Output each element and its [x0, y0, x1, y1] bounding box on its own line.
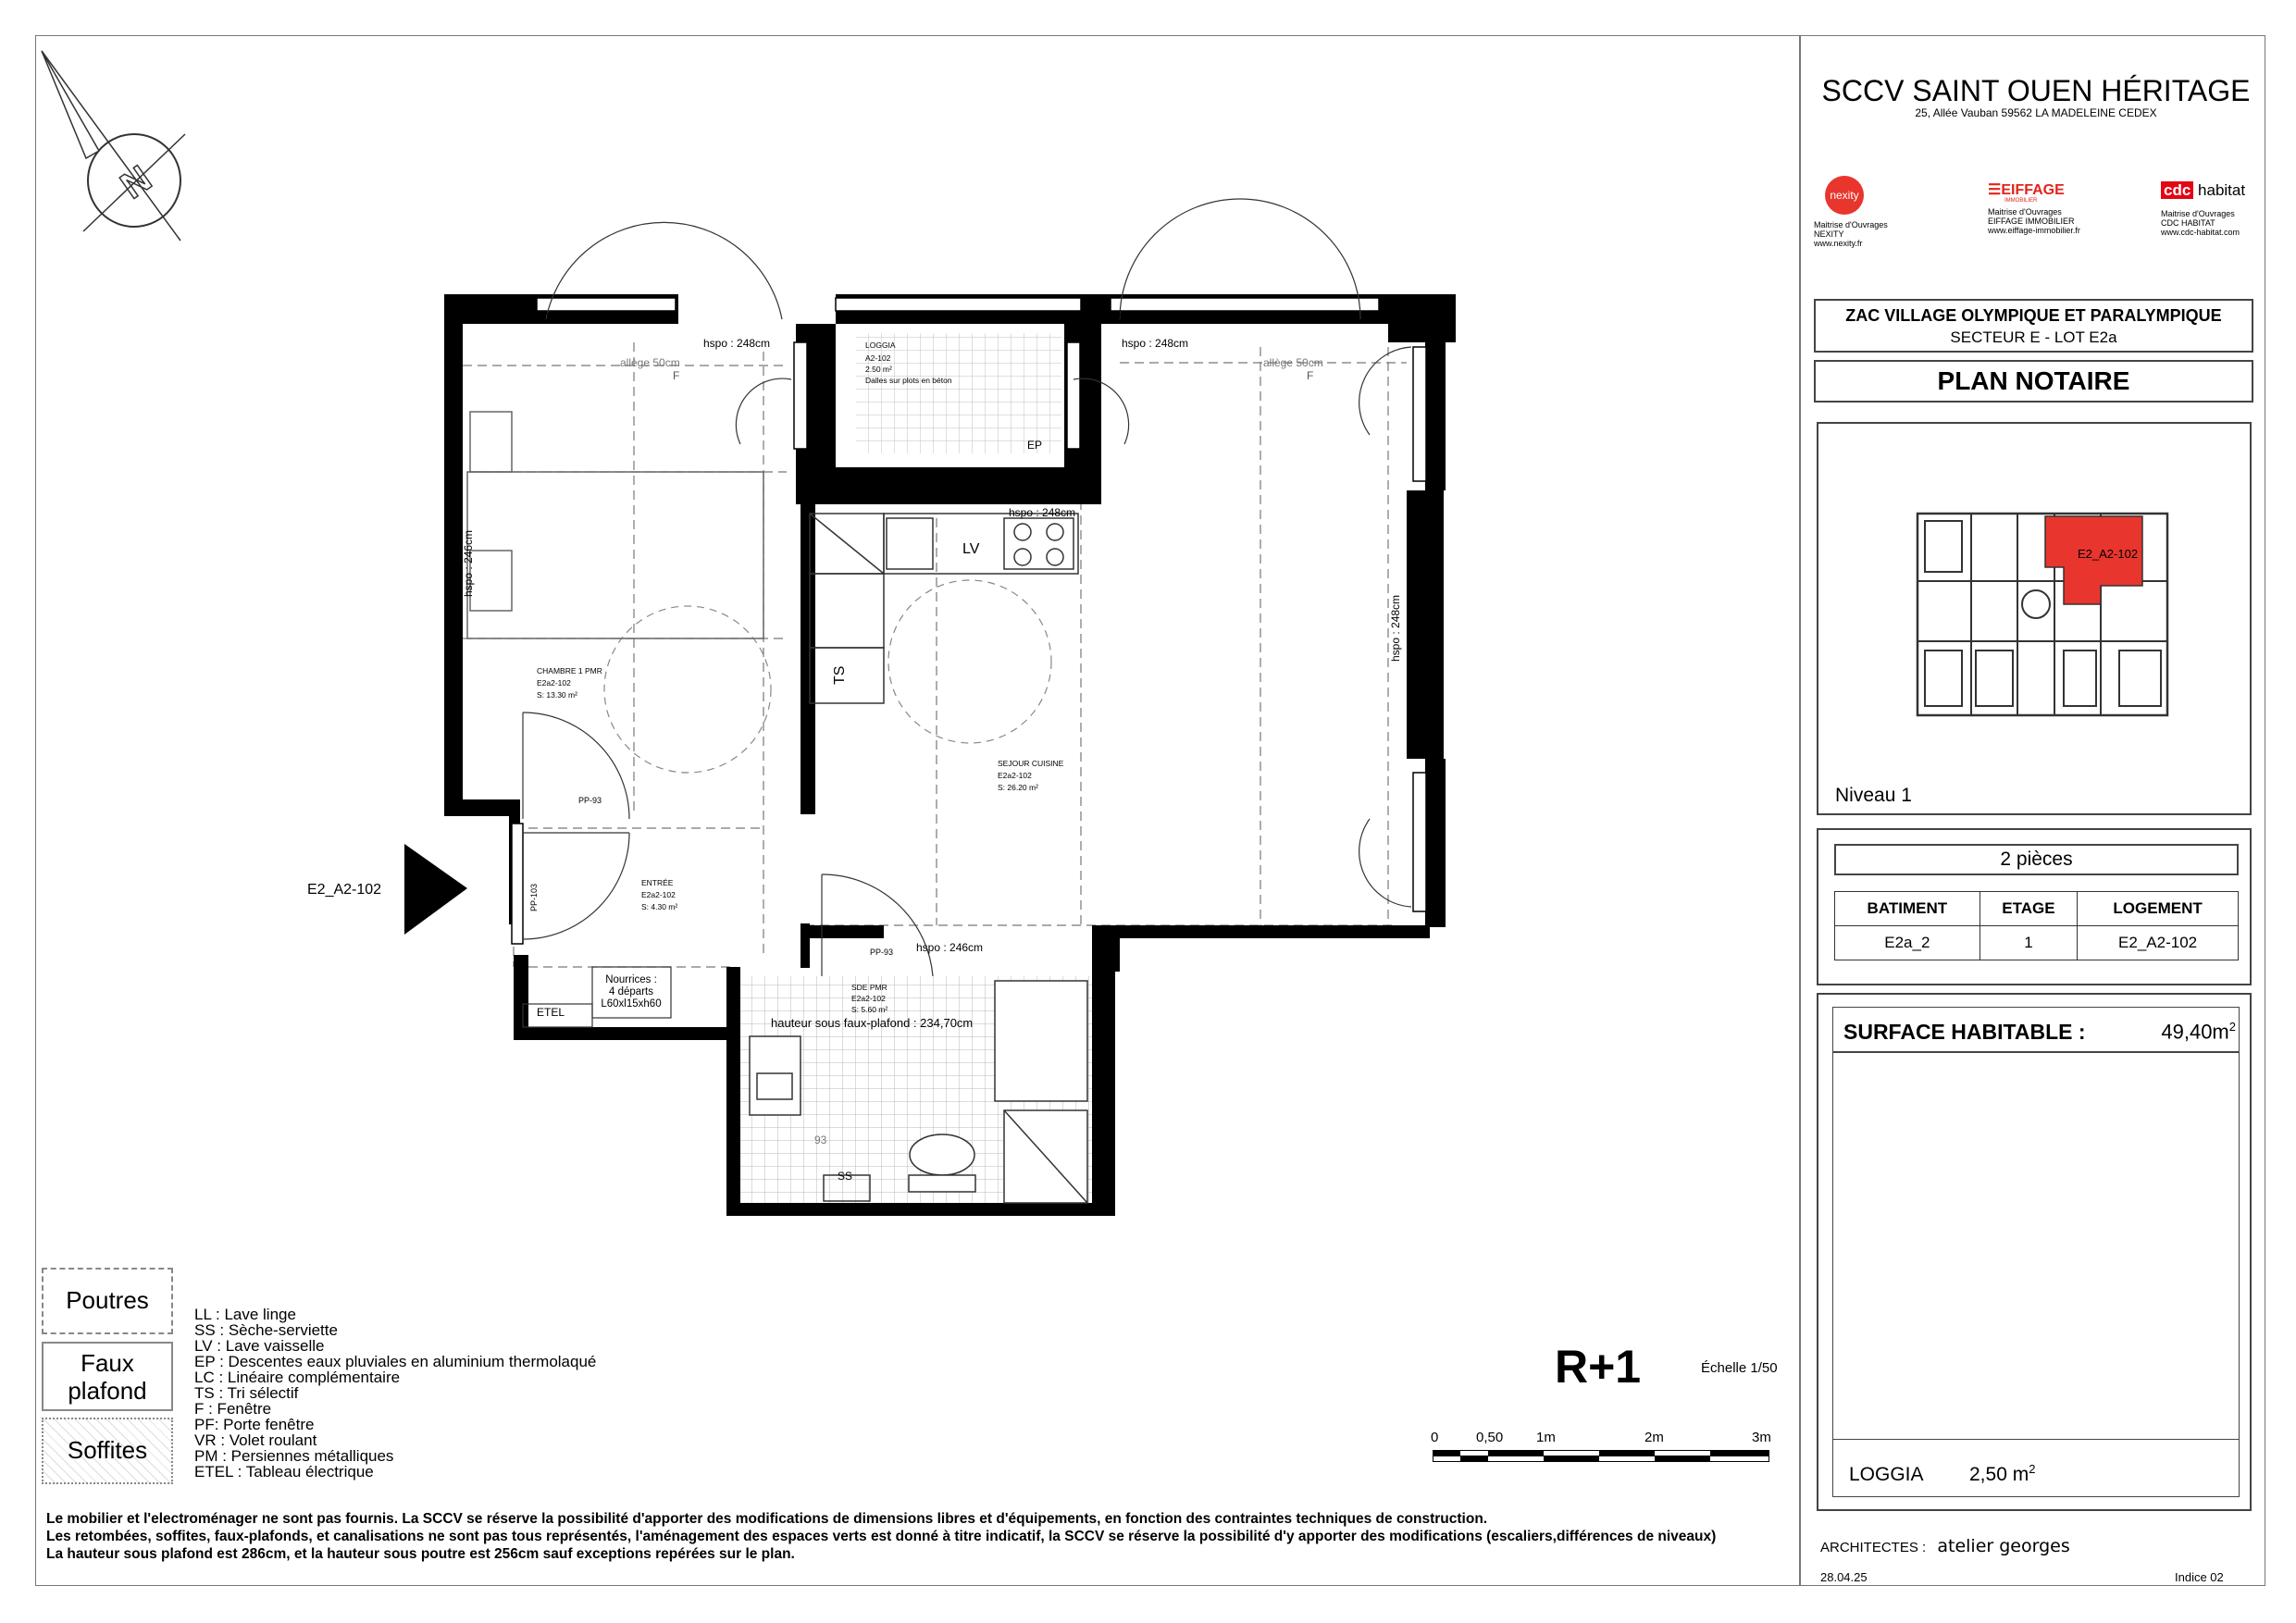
legend-item: F : Fenêtre: [194, 1400, 272, 1418]
company-address: 25, Allée Vauban 59562 LA MADELEINE CEDEX: [1915, 106, 2157, 119]
legend-item: LV : Lave vaisselle: [194, 1337, 325, 1355]
surface-value-wrap: [2161, 1020, 2236, 1044]
architects-name: atelier georges: [1937, 1536, 2070, 1556]
disclaimer-notes: [46, 1510, 1786, 1563]
shower-93-label: 93: [814, 1134, 827, 1146]
legend-item: SS : Sèche-serviette: [194, 1321, 338, 1339]
scale-label-1m: 1m: [1536, 1430, 1556, 1445]
chambre-text: [537, 666, 602, 700]
pp93-label-2: PP-93: [870, 948, 894, 957]
partner-eiffage: [1988, 183, 2136, 235]
unit-table: [1834, 891, 2239, 960]
partner-logos: [1809, 176, 2263, 250]
loggia-unit-sup: 2: [2029, 1462, 2036, 1476]
surface-header: [1832, 1007, 2240, 1053]
company-name: SCCV SAINT OUEN HÉRITAGE: [1821, 74, 2251, 107]
hspo-label-2: hspo : 248cm: [1122, 337, 1189, 350]
svg-text:LOGGIA: LOGGIA: [865, 341, 896, 350]
floor-level: R+1: [1555, 1341, 1642, 1393]
svg-text:E2a2-102: E2a2-102: [998, 771, 1032, 780]
note-1: Le mobilier et l'electroménager ne sont pas fournis. La SCCV se réserve la possibilité d'apporter des modifications de dimensions libres et d'équipements, en fonction des contraintes techniques de construction.: [46, 1511, 1488, 1527]
surface-box: [1817, 993, 2252, 1511]
pm-label-3: PM: [886, 478, 902, 491]
turning-circles: [604, 580, 1051, 773]
svg-text:SDE PMR: SDE PMR: [851, 983, 887, 992]
scale-bar: [1425, 1430, 1772, 1467]
loggia-value-wrap: [1969, 1462, 2035, 1486]
scale-label-2m: 2m: [1644, 1430, 1664, 1445]
legend-item: LC : Linéaire complémentaire: [194, 1369, 401, 1386]
ss-label: SS: [838, 1170, 853, 1183]
legend-item: EP : Descentes eaux pluviales en aluminium thermolaqué: [194, 1353, 597, 1370]
surface-inner: [1832, 1007, 2240, 1497]
svg-text:4 départs: 4 départs: [609, 986, 653, 997]
etel-label: ETEL: [537, 1006, 565, 1019]
keyplan-drawing: [1916, 512, 2170, 720]
allege-label-1: allège 50cm: [620, 356, 680, 369]
project-sector: SECTEUR E - LOT E2a: [1950, 328, 2117, 346]
svg-text:E2a2-102: E2a2-102: [537, 678, 571, 688]
lv-label: LV: [962, 541, 980, 557]
svg-text:Nourrices :: Nourrices :: [605, 974, 657, 985]
scale-bar-graphic: [1433, 1450, 1770, 1463]
pm-label-1: PM: [537, 308, 553, 321]
eiffage-logo-sub: IMMOBILIER: [2004, 198, 2038, 204]
scale-text: Échelle 1/50: [1701, 1360, 1778, 1376]
svg-text:S: 5.60 m²: S: 5.60 m²: [851, 1005, 888, 1014]
nexity-url: www.nexity.fr: [1814, 239, 1863, 248]
legend-item: ETEL : Tableau électrique: [194, 1463, 374, 1481]
sde-text: [851, 983, 887, 1014]
svg-text:A2-102: A2-102: [865, 353, 891, 363]
cdc-logo-icon: cdc habitat: [2161, 180, 2263, 202]
nexity-name: NEXITY: [1814, 229, 1844, 239]
eiffage-url: www.eiffage-immobilier.fr: [1988, 226, 2080, 235]
svg-text:SEJOUR CUISINE: SEJOUR CUISINE: [998, 759, 1064, 768]
cdc-role: Maitrise d'Ouvrages: [2161, 209, 2235, 218]
surface-label: SURFACE HABITABLE :: [1843, 1020, 2086, 1044]
architects-label: ARCHITECTES :: [1820, 1540, 1927, 1555]
hspo-label-4: hspo : 246cm: [916, 941, 984, 954]
sejour-text: [998, 759, 1064, 792]
eiffage-name: EIFFAGE IMMOBILIER: [1988, 217, 2075, 226]
loggia-value: 2,50 m: [1969, 1464, 2029, 1485]
svg-text:2.50 m²: 2.50 m²: [865, 365, 892, 374]
entrance-label: E2_A2-102: [307, 882, 382, 898]
legend-list: [194, 1307, 596, 1480]
svg-text:E2a2-102: E2a2-102: [851, 994, 886, 1003]
pp103-label: PP-103: [529, 883, 539, 911]
window-f-label-2: F: [1307, 369, 1314, 382]
eiffage-logo-icon: ☰EIFFAGE: [1988, 182, 2065, 198]
table-cell-logement: E2_A2-102: [2078, 926, 2239, 960]
keyplan-box: [1817, 422, 2252, 815]
table-header-batiment: BATIMENT: [1835, 892, 1980, 926]
table-cell-etage: 1: [1980, 926, 2078, 960]
legend-item: LL : Lave linge: [194, 1306, 296, 1323]
project-box: [1814, 299, 2253, 353]
note-2: Les retombées, soffites, faux-plafonds, et canalisations ne sont pas tous représentés, l'aménagement des espaces verts est donné à titre indicatif, la SCCV se réserve la possibilité d'y apporter des modifications (escaliers,différences de niveaux): [46, 1529, 1717, 1544]
faux-plafond-height-label: hauteur sous faux-plafond : 234,70cm: [771, 1016, 974, 1030]
keyplan-level: Niveau 1: [1835, 785, 1912, 806]
entree-text: [641, 878, 677, 911]
svg-text:E2a2-102: E2a2-102: [641, 890, 676, 899]
unit-box: [1817, 828, 2252, 985]
window-f-label-1: F: [673, 369, 680, 382]
plan-indice: Indice 02: [2175, 1570, 2224, 1584]
partner-cdc: [2161, 180, 2263, 237]
svg-text:S: 4.30 m²: S: 4.30 m²: [641, 902, 678, 911]
table-header-etage: ETAGE: [1980, 892, 2078, 926]
north-label: N: [113, 157, 159, 207]
nexity-role: Maitrise d'Ouvrages: [1814, 220, 1888, 229]
entrance-arrow-icon: [404, 844, 467, 935]
legend-item: PF: Porte fenêtre: [194, 1416, 315, 1433]
legend-soffites: Soffites: [42, 1418, 173, 1484]
scale-label-3m: 3m: [1752, 1430, 1771, 1445]
title-panel-separator: [1799, 35, 1801, 1586]
surface-unit-sup: 2: [2228, 1020, 2236, 1034]
legend-item: TS : Tri sélectif: [194, 1384, 299, 1402]
keyplan-unit-label: E2_A2-102: [2078, 547, 2139, 561]
pp93-label-1: PP-93: [578, 796, 602, 805]
loggia-row: [1832, 1439, 2240, 1498]
architects: [1820, 1536, 2070, 1556]
hspo-label-3: hspo : 248cm: [1009, 506, 1076, 519]
svg-text:CHAMBRE 1 PMR: CHAMBRE 1 PMR: [537, 666, 602, 675]
legend-item: PM : Persiennes métalliques: [194, 1447, 394, 1465]
table-cell-batiment: E2a_2: [1835, 926, 1980, 960]
table-header-logement: LOGEMENT: [2078, 892, 2239, 926]
loggia-label: LOGGIA: [1849, 1464, 1924, 1485]
note-3: La hauteur sous plafond est 286cm, et la hauteur sous poutre est 256cm sauf exceptions repérées sur le plan.: [46, 1546, 795, 1562]
svg-text:S: 26.20 m²: S: 26.20 m²: [998, 783, 1038, 792]
ep-label: EP: [1027, 439, 1043, 452]
hspo-label-vertical-2: hspo : 248cm: [1389, 594, 1402, 662]
svg-text:L60xl15xh60: L60xl15xh60: [601, 998, 662, 1010]
plan-type-title: PLAN NOTAIRE: [1937, 366, 2130, 395]
hspo-label-1: hspo : 248cm: [703, 337, 771, 350]
ts-label: TS: [832, 665, 848, 685]
svg-text:Dalles sur plots en béton: Dalles sur plots en béton: [865, 376, 952, 385]
eiffage-role: Maitrise d'Ouvrages: [1988, 207, 2062, 217]
legend-item: VR : Volet roulant: [194, 1431, 317, 1449]
surface-value: 49,40m: [2161, 1020, 2229, 1044]
cdc-name: CDC HABITAT: [2161, 218, 2215, 228]
legend-poutres: Poutres: [42, 1268, 173, 1334]
nexity-logo-icon: nexity: [1825, 176, 1864, 215]
loggia-tiles: [856, 333, 1061, 453]
legend-faux-plafond: Faux plafond: [42, 1342, 173, 1411]
bed: [467, 412, 763, 638]
plan-date: 28.04.25: [1820, 1570, 1868, 1584]
svg-text:S: 13.30 m²: S: 13.30 m²: [537, 690, 577, 700]
partner-nexity: [1814, 176, 1962, 248]
allege-label-2: allège 50cm: [1263, 356, 1323, 369]
svg-text:ENTRÉE: ENTRÉE: [641, 878, 674, 887]
rooms-count: 2 pièces: [1834, 844, 2239, 875]
kitchen: [810, 514, 1078, 703]
scale-label-0: 0: [1431, 1430, 1439, 1445]
plan-type-box: [1814, 360, 2253, 403]
scale-label-050: 0,50: [1476, 1430, 1504, 1445]
cdc-url: www.cdc-habitat.com: [2161, 228, 2240, 237]
nourrices-text: [601, 974, 661, 1010]
pm-label-2: PM: [1118, 308, 1135, 321]
project-title: ZAC VILLAGE OLYMPIQUE ET PARALYMPIQUE: [1845, 306, 2222, 325]
hspo-label-vertical-1: hspo : 246cm: [462, 529, 475, 597]
